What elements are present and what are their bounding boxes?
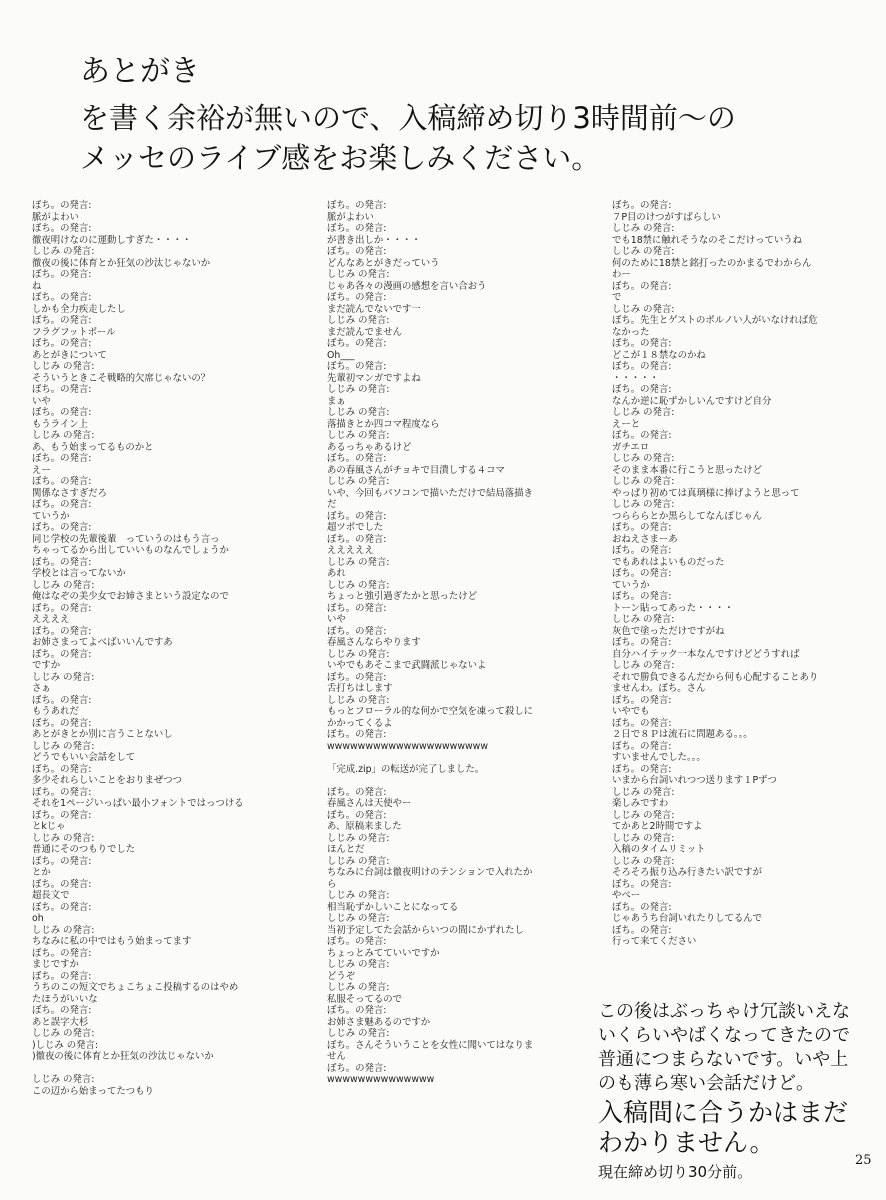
chat-log-line: ぼち。の発言: xyxy=(327,533,387,545)
chat-log-line: ぼち。の発言: xyxy=(327,671,387,683)
chat-log-line: そのまま本番に行こうと思ったけど xyxy=(612,464,763,476)
chat-log-line: とkじゃ xyxy=(32,821,66,832)
chat-log-line: ぼち。の発言: xyxy=(612,717,672,729)
chat-log-line: でもあれはよいものだった xyxy=(612,556,725,568)
chat-log-line: ぼち。の発言: xyxy=(612,878,672,890)
chat-log-line: いまから台詞いれつつ送ります１Pずつ xyxy=(612,775,777,786)
chat-log-line: ませんわ。ぼち。さん xyxy=(612,683,706,694)
chat-log-line: ぼち。の発言: xyxy=(32,878,92,890)
chat-log-line: しじみ の発言: xyxy=(327,832,390,844)
chat-log-line: しじみ の発言: xyxy=(32,1028,95,1039)
chat-log-line: お姉さまってよべばいいんですあ xyxy=(32,637,173,648)
closing-note-line: 普通につまらないです。いや上 xyxy=(598,1049,849,1070)
chat-log-line: ぼち。の発言: xyxy=(327,1062,387,1074)
chat-log-line: 超ツボでした xyxy=(327,522,384,533)
chat-log-line: ぼち。の発言: xyxy=(327,809,387,821)
closing-note-large xyxy=(598,1098,878,1158)
chat-log-line: ぼち。の発言: xyxy=(327,361,387,372)
chat-log-line: しじみ の発言: xyxy=(612,786,675,798)
chat-log-line: 普通にそのつもりでした xyxy=(32,844,136,855)
chat-log-line: 春風さんならやります xyxy=(327,637,421,648)
chat-log-line: いや xyxy=(327,614,346,625)
chat-log-line: ぼち。の発言: xyxy=(32,717,92,729)
chat-log-line: そろそろ振り込み行きたい訳ですが xyxy=(612,867,763,878)
chat-log-line: ぼち。の発言: xyxy=(612,637,672,648)
chat-log-line: すいませんでした。。。 xyxy=(612,752,706,763)
chat-log-line: それで勝負できるんだから何も心配することあり xyxy=(612,671,819,683)
chat-log-line: 先輩初マンガですよね xyxy=(327,372,421,384)
chat-log-line: ええええ xyxy=(32,614,70,625)
chat-log-line: しじみ の発言: xyxy=(612,809,675,821)
chat-log-line: わー xyxy=(612,269,631,280)
chat-log-line: ほんとだ xyxy=(327,844,365,855)
chat-log-line: しじみ の発言: xyxy=(327,890,390,901)
chat-log-line: 灰色で塗っただけですがね xyxy=(612,625,725,637)
chat-log-line: ぼち。の発言: xyxy=(32,901,92,913)
chat-log-line: ぼち。の発言: xyxy=(32,855,92,867)
chat-log-line: それを1ページいっぱい最小フォントではっつける xyxy=(32,798,244,809)
chat-log-line: そういうときこそ戦略的欠席じゃないの？ xyxy=(32,372,211,384)
chat-log-line: ぼち。の発言: xyxy=(32,809,92,821)
chat-log-line: しじみ の発言: xyxy=(327,315,390,326)
chat-log-line: 当初予定してた会話からいつの間にかずれたし xyxy=(327,924,524,936)
chat-log-line: しじみ の発言: xyxy=(32,579,95,591)
chat-log-line: ぼち。の発言: xyxy=(32,522,92,533)
chat-log-line: ぼち。の発言: xyxy=(612,522,672,533)
chat-log-line: しじみ の発言: xyxy=(32,671,95,683)
chat-log-line: しじみ の発言: xyxy=(612,855,675,867)
chat-log-line: ぼち。の発言: xyxy=(612,568,672,579)
chat-log-line: しじみ の発言: xyxy=(327,694,390,706)
chat-log-line: oh xyxy=(32,913,44,924)
closing-note-small xyxy=(598,1000,878,1096)
chat-log-line: ぼち。の発言: xyxy=(612,280,672,292)
chat-log-line: ぼち。の発言: xyxy=(32,970,92,982)
chat-log-line: えーと xyxy=(612,418,641,430)
chat-log-line: 超長文で xyxy=(32,890,70,901)
chat-log-line: ぼち。の発言: xyxy=(612,361,672,372)
chat-log-line: )しじみ の発言: xyxy=(32,1039,99,1051)
chat-log-line: ぼち。の発言: xyxy=(32,1005,92,1016)
chat-log-gap xyxy=(32,1063,302,1075)
chat-log-line: トーン貼ってあった・・・・ xyxy=(612,602,734,614)
chat-log-line: しじみ の発言: xyxy=(327,407,390,418)
chat-log-line: ぼち。の発言: xyxy=(32,407,92,418)
chat-log-line: まだ読んでないです一 xyxy=(327,303,421,315)
chat-log-line: 私服そってるので xyxy=(327,993,403,1005)
chat-log-line: 脈がよわい xyxy=(327,211,374,223)
chat-log-line: ぼち。の発言: xyxy=(32,694,92,706)
chat-log-line: ぼち。の発言: xyxy=(612,545,672,556)
chat-log-line: ていうか xyxy=(612,579,650,591)
chat-log-line: ぼち。の発言: xyxy=(612,694,672,706)
deadline-note: 現在締め切り30分前。 xyxy=(598,1163,753,1181)
chat-log-line: ちゃってるから出していいものなんでしょうか xyxy=(32,545,229,556)
chat-log-line: ぼち。の発言: xyxy=(327,625,387,637)
chat-log-line: ぼち。の発言: xyxy=(327,510,387,522)
chat-log-line: wwwwwwwwwwwwww xyxy=(327,1074,435,1085)
chat-log-line: )徹夜の後に体育とか狂気の沙汰じゃないか xyxy=(32,1051,214,1062)
closing-note-line: 入稿間に合うかはまだ xyxy=(598,1098,849,1127)
chat-log-line: 何のために18禁と銘打ったのかまるでわからん xyxy=(612,257,812,269)
chat-log-line: フラグフットボール xyxy=(32,326,116,338)
chat-log-line: 学校とは言ってないか xyxy=(32,568,126,579)
chat-log-line: ぼち。の発言: xyxy=(32,625,92,637)
chat-log-line: ぼち。の発言: xyxy=(612,924,672,936)
chat-log-line: いやでも xyxy=(612,706,650,717)
chat-log-line: ぼち。の発言: xyxy=(612,430,672,441)
chat-log-line: しじみ の発言: xyxy=(612,223,675,234)
chat-log-line: ・・・・・ xyxy=(612,372,659,384)
chat-log-line: ぼち。の発言: xyxy=(32,602,92,614)
chat-log-line: ぼち。の発言: xyxy=(327,453,387,464)
chat-log-line: ぼち。の発言: xyxy=(32,269,92,280)
chat-log-line: ぼち。の発言: xyxy=(612,200,672,211)
chat-log-line: しじみ の発言: xyxy=(612,476,675,487)
chat-log-line: しじみ の発言: xyxy=(612,499,675,510)
chat-log-line: じゃあ各々の漫画の感想を言い合おう xyxy=(327,280,487,292)
chat-log-line: が書き出しか・・・・ xyxy=(327,234,421,246)
chat-log-line: とか xyxy=(32,867,51,878)
chat-log-line: ぼち。の発言: xyxy=(327,602,387,614)
chat-log-line: しじみ の発言: xyxy=(32,361,95,372)
chat-log-line: ぼち。の発言: xyxy=(32,315,92,326)
chat-log-line: ぼち。の発言: xyxy=(32,338,92,349)
chat-log-line: しじみ の発言: xyxy=(327,1028,390,1039)
chat-log-line: 行って来てください xyxy=(612,936,697,947)
chat-log-line: てかあと2時間ですよ xyxy=(612,821,703,832)
chat-log-line: ぼち。の発言: xyxy=(327,1005,387,1016)
chat-log-line: 俺はなぞの美少女でお姉さまという設定なので xyxy=(32,591,229,602)
chat-log-line: 相当恥ずかしいことになってる xyxy=(327,901,459,913)
chat-log-line: 楽しみですわ xyxy=(612,798,669,809)
chat-log-line: ぼち。の発言: xyxy=(327,786,387,798)
chat-log-column-1 xyxy=(32,200,302,1097)
chat-log-line: まじですか xyxy=(32,959,79,970)
chat-log-line: ぼち。の発言: xyxy=(32,200,92,211)
chat-log-line: つらららとか黒らしてなんぼじゃん xyxy=(612,510,763,522)
chat-log-line: しじみ の発言: xyxy=(327,855,390,867)
chat-log-column-3 xyxy=(612,200,872,948)
chat-log-column-2 xyxy=(327,200,597,1086)
chat-log-line: ぼち。の発言: xyxy=(32,476,92,487)
chat-log-line: ７P目のけつがすばらしい xyxy=(612,211,721,223)
chat-log-line: しじみ の発言: xyxy=(327,430,390,441)
chat-log-line: おねえさまーあ xyxy=(612,533,678,545)
chat-log-line: せん xyxy=(327,1051,346,1062)
chat-log-line: ぼち。の発言: xyxy=(327,292,387,303)
chat-log-line: ぼち。の発言: xyxy=(327,936,387,947)
chat-log-line: じゃあうち台詞いれたりしてるんで xyxy=(612,913,763,924)
chat-log-line: しじみ の発言: xyxy=(327,913,390,924)
closing-note-line: この後はぶっちゃけ冗談いえな xyxy=(598,1001,850,1022)
chat-log-line: かかってくるよ xyxy=(327,717,393,729)
page-title: あとがき xyxy=(80,54,200,89)
chat-log-line: まぁ xyxy=(327,395,346,407)
chat-log-line: 自分ハイテック一本なんですけどどうすれば xyxy=(612,648,800,660)
chat-log-line: ぼち。の発言: xyxy=(32,453,92,464)
chat-log-line: あの春風さんがチョキで目潰しする４コマ xyxy=(327,464,505,476)
chat-log-line: いや、今回もパソコンで描いただけで結局落描き xyxy=(327,487,533,499)
chat-log-line: ぼち。先生とゲストのポルノい人がいなければ危 xyxy=(612,315,818,326)
chat-log-line: しじみ の発言: xyxy=(32,924,95,936)
chat-log-gap xyxy=(327,752,597,764)
chat-log-line: どうでもいい会話をして xyxy=(32,752,136,763)
chat-log-line: しじみ の発言: xyxy=(327,959,390,970)
chat-log-line: ぼち。の発言: xyxy=(32,384,92,395)
chat-log-line: ぼち。の発言: xyxy=(327,223,387,234)
chat-log-line: 春風さんは天使やー xyxy=(327,798,412,809)
page-subtitle: を書く余裕が無いので、入稿締め切り3時間前〜の メッセのライブ感をお楽しみください。 xyxy=(80,101,736,175)
chat-log-line: あ、原稿来ました xyxy=(327,821,402,832)
chat-log-line: あるっちゃあるけど xyxy=(327,441,412,453)
chat-log-line: ぼち。の発言: xyxy=(32,786,92,798)
chat-log-line: しじみ の発言: xyxy=(327,476,390,487)
chat-log-line: あと誤字大杉 xyxy=(32,1016,89,1028)
chat-log-line: しじみ の発言: xyxy=(32,832,95,844)
chat-log-line: なんか逆に恥ずかしいんですけど自分 xyxy=(612,395,772,407)
chat-log-line: しじみ の発言: xyxy=(612,660,675,671)
chat-log-line: しじみ の発言: xyxy=(32,246,95,257)
chat-log-line: あれ xyxy=(327,568,346,579)
chat-log-line: 脈がよわい xyxy=(32,211,79,223)
closing-note-line: わかりません。 xyxy=(598,1128,775,1157)
chat-log-line: どうぞ xyxy=(327,970,356,982)
chat-log-line: ぼち。の発言: xyxy=(32,648,92,660)
chat-log-line: ですか xyxy=(32,660,61,671)
chat-log-line: ぼち。の発言: xyxy=(32,499,92,510)
chat-log-line: ２日で８Ｐは流石に問題ある。。。 xyxy=(612,729,753,740)
chat-log-line: ら xyxy=(327,878,337,890)
chat-log-line: ガチエロ xyxy=(612,441,650,453)
chat-log-line: しじみ の発言: xyxy=(327,269,390,280)
chat-log-line: しじみ の発言: xyxy=(612,614,675,625)
chat-log-line: ぼち。の発言: xyxy=(32,763,92,775)
chat-log-line: うちのこの短文でちょこちょこ投稿するのはやめ xyxy=(32,982,239,993)
chat-log-line: もうライン上 xyxy=(32,418,88,430)
chat-log-line: ちょっと強引過ぎたかと思ったけど xyxy=(327,591,478,602)
chat-log-line: しじみ の発言: xyxy=(327,648,390,660)
chat-log-line: ぼち。の発言: xyxy=(612,591,672,602)
chat-log-line: 入稿のタイムリミット xyxy=(612,844,706,855)
chat-log-line: ぼち。の発言: xyxy=(327,338,387,349)
chat-log-line: しじみ の発言: xyxy=(327,556,390,568)
chat-log-line: あ、もう始まってるものかと xyxy=(32,441,154,453)
closing-note-line: のも薄ら寒い会話だけど。 xyxy=(598,1073,814,1094)
chat-log-line: えええええ xyxy=(327,545,374,556)
chat-log-line: Oh___ xyxy=(327,349,355,361)
chat-log-line: ぼち。の発言: xyxy=(32,292,92,303)
chat-log-line: でも18禁に触れそうなのそこだけっていうね xyxy=(612,234,803,246)
chat-log-line: ていうか xyxy=(32,510,70,522)
chat-log-line: 同じ学校の先輩後輩 っていうのはもう言っ xyxy=(32,533,220,545)
closing-note xyxy=(598,1000,878,1182)
chat-log-line: どんなあとがきだっていう xyxy=(327,257,440,269)
chat-log-line: 落描きとか四コマ程度なら xyxy=(327,418,440,430)
chat-log-line: しかも全力疾走したし xyxy=(32,303,126,315)
chat-log-line: まだ読んでません xyxy=(327,326,403,338)
chat-log-line: お姉さま魅あるのですか xyxy=(327,1016,431,1028)
chat-log-line: しじみ の発言: xyxy=(612,303,675,315)
chat-log-line: 多少それらしいことをおりまぜつつ xyxy=(32,775,183,786)
chat-log-line: しじみ の発言: xyxy=(612,246,675,257)
chat-log-line: ちょっとみてていいですか xyxy=(327,947,440,959)
chat-log-line: 関係なさすぎだろ xyxy=(32,487,108,499)
chat-log-line: ちなみに私の中ではもう始まってます xyxy=(32,936,192,947)
chat-log-line: ぼち。の発言: xyxy=(327,246,387,257)
chat-log-line: しじみ の発言: xyxy=(612,453,675,464)
chat-log-line: ぼち。の発言: xyxy=(612,763,672,775)
closing-note-line: いくらいやばくなってきたので xyxy=(598,1025,850,1046)
chat-log-line: しじみ の発言: xyxy=(612,832,675,844)
chat-log-line: しじみ の発言: xyxy=(327,579,390,591)
chat-log-line: だ xyxy=(327,499,337,510)
chat-log-line: ね xyxy=(32,280,42,292)
chat-log-line: しじみ の発言: xyxy=(327,982,390,993)
chat-log-line: しじみ の発言: xyxy=(327,384,390,395)
chat-log-line: ちなみに台詞は徹夜明けのテンションで入れたか xyxy=(327,867,533,878)
chat-log-line: ぼち。の発言: xyxy=(327,200,387,211)
chat-log-line: あとがきとか別に言うことないし xyxy=(32,729,173,740)
chat-log-line: ぼち。の発言: xyxy=(612,338,672,349)
chat-log-line: 舌打ちはします xyxy=(327,683,393,694)
chat-log-line: ぼち。の発言: xyxy=(327,729,387,740)
chat-log-line: ぼち。の発言: xyxy=(32,223,92,234)
chat-log-line: ぼち。の発言: xyxy=(612,901,672,913)
chat-log-line: しじみ の発言: xyxy=(32,740,95,752)
chat-log-line: たほうがいいな xyxy=(32,993,98,1005)
chat-log-line: やっぱり初めては真璃様に捧げようと思って xyxy=(612,487,800,499)
chat-log-line: しじみ の発言: xyxy=(612,407,675,418)
chat-log-line: なかった xyxy=(612,326,650,338)
chat-log-line: ぼち。さんそういうことを女性に聞いてはなりま xyxy=(327,1039,534,1051)
chat-log-line: あとがきについて xyxy=(32,349,107,361)
chat-log-line: やべー xyxy=(612,890,641,901)
chat-log-line: さぁ xyxy=(32,683,51,694)
chat-log-line: 徹夜の後に体育とか狂気の沙汰じゃないか xyxy=(32,257,211,269)
chat-log-gap xyxy=(327,775,597,787)
page-number: 25 xyxy=(855,1153,872,1168)
chat-log-line: しじみ の発言: xyxy=(32,1074,95,1085)
chat-log-line: もうあれだ xyxy=(32,706,79,717)
chat-log-line: ぼち。の発言: xyxy=(32,556,92,568)
chat-log-line: もっとフローラル的な何かで空気を凍って殺しに xyxy=(327,706,533,717)
chat-log-line: この辺から始まってたつもり xyxy=(32,1085,154,1097)
chat-log-line: wwwwwwwwwwwwwwwwwwwww xyxy=(327,740,489,752)
chat-log-line: えー xyxy=(32,464,51,476)
chat-log-line: ぼち。の発言: xyxy=(612,740,672,752)
chat-log-line: いやでもあそこまで武闘派じゃないよ xyxy=(327,660,487,671)
chat-log-line: 「完成.zip」の転送が完了しました。 xyxy=(327,763,485,775)
chat-log-line: しじみ の発言: xyxy=(32,430,95,441)
chat-log-line: いや xyxy=(32,395,51,407)
chat-log-line: ぼち。の発言: xyxy=(612,384,672,395)
chat-log-line: どこが１８禁なのかね xyxy=(612,349,706,361)
chat-log-line: ぼち。の発言: xyxy=(32,947,92,959)
chat-log-line: 徹夜明けなのに運動しすぎた・・・・ xyxy=(32,234,192,246)
chat-log-line: で xyxy=(612,292,622,303)
